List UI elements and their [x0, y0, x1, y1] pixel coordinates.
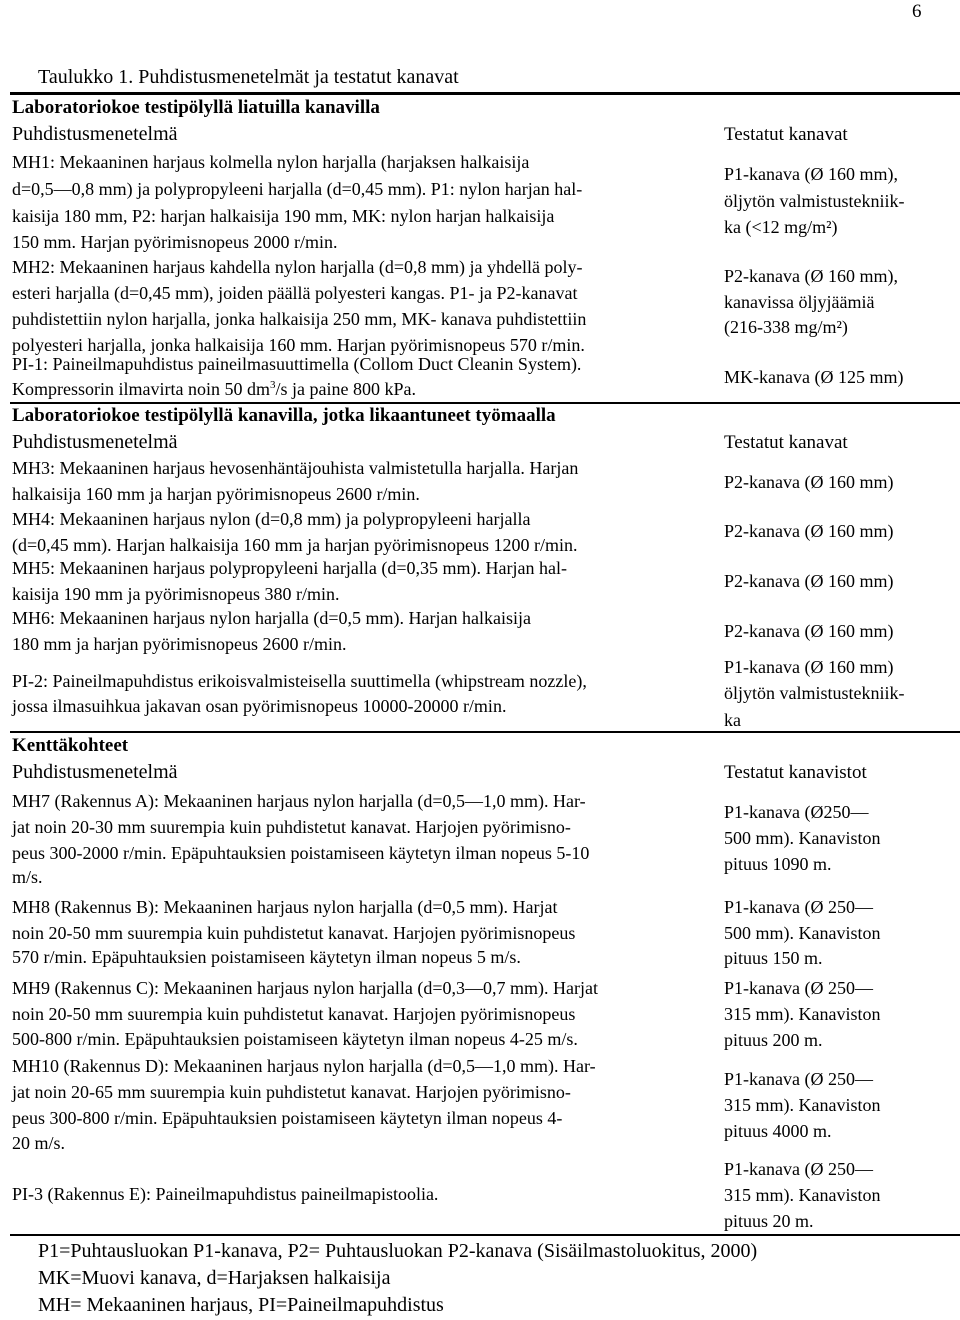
method-line: PI-1: Paineilmapuhdistus paineilmasuuttimella (Collom Duct Cleanin System).	[12, 354, 582, 374]
duct-line: P2-kanava (Ø 160 mm)	[724, 571, 894, 591]
method-line: esteri harjalla (d=0,45 mm), joiden päällä polyesteri kangas. P1- ja P2-kanavat	[12, 283, 578, 303]
section-heading: Laboratoriokoe testipölyllä liatuilla kanavilla	[12, 97, 380, 118]
duct-line: pituus 20 m.	[724, 1211, 814, 1231]
section-divider	[10, 402, 960, 404]
column-header-ducts: Testatut kanavistot	[724, 762, 867, 783]
duct-line: pituus 150 m.	[724, 948, 823, 968]
duct-line: pituus 1090 m.	[724, 854, 832, 874]
duct-line: P1-kanava (Ø 250—	[724, 1159, 873, 1179]
method-line: peus 300-800 r/min. Epäpuhtauksien poistamiseen käytetyn ilman nopeus 4-	[12, 1108, 563, 1128]
method-pi3: PI-3 (Rakennus E): Paineilmapuhdistus paineilmapistoolia.	[12, 1184, 439, 1204]
column-header-methods: Puhdistusmenetelmä	[12, 431, 178, 453]
duct-line: P1-kanava (Ø 250—	[724, 897, 873, 917]
duct-line: kanavissa öljyjäämiä	[724, 292, 875, 312]
method-line: MH4: Mekaaninen harjaus nylon (d=0,8 mm) ja polypropyleeni harjalla	[12, 509, 531, 529]
method-line: noin 20-50 mm suurempia kuin puhdistetut kanavat. Harjojen pyörimisnopeus	[12, 1004, 576, 1024]
duct-line: 315 mm). Kanaviston	[724, 1185, 881, 1205]
table-caption: Taulukko 1. Puhdistusmenetelmät ja testatut kanavat	[38, 66, 459, 88]
method-line: MH8 (Rakennus B): Mekaaninen harjaus nylon harjalla (d=0,5 mm). Harjat	[12, 897, 558, 917]
method-line: 570 r/min. Epäpuhtauksien poistamiseen käytetyn ilman nopeus 5 m/s.	[12, 947, 521, 967]
duct-line: P2-kanava (Ø 160 mm)	[724, 621, 894, 641]
method-line: MH2: Mekaaninen harjaus kahdella nylon harjalla (d=0,8 mm) ja yhdellä poly-	[12, 257, 583, 277]
duct-line: P2-kanava (Ø 160 mm)	[724, 472, 894, 492]
duct-line: ka (<12 mg/m²)	[724, 217, 838, 237]
duct-line: P1-kanava (Ø 160 mm)	[724, 657, 894, 677]
duct-line: 315 mm). Kanaviston	[724, 1004, 881, 1024]
footnote: P1=Puhtausluokan P1-kanava, P2= Puhtausluokan P2-kanava (Sisäilmastoluokitus, 2000)	[38, 1240, 758, 1262]
duct-line: 500 mm). Kanaviston	[724, 828, 881, 848]
column-header-methods: Puhdistusmenetelmä	[12, 761, 178, 783]
duct-mk: MK-kanava (Ø 125 mm)	[724, 367, 904, 387]
method-line: MH10 (Rakennus D): Mekaaninen harjaus nylon harjalla (d=0,5—1,0 mm). Har-	[12, 1056, 596, 1076]
method-line: 180 mm ja harjan pyörimisnopeus 2600 r/min.	[12, 634, 347, 654]
method-line: Kompressorin ilmavirta noin 50 $dm^3/s$ ja paine 800 kPa.	[12, 379, 416, 399]
method-line: jossa ilmasuihkua jakavan osan pyörimisnopeus 10000-20000 r/min.	[12, 696, 507, 716]
method-line: 500-800 r/min. Epäpuhtauksien poistamiseen käytetyn ilman nopeus 4-25 m/s.	[12, 1029, 578, 1049]
method-line: MH3: Mekaaninen harjaus hevosenhäntäjouhista valmistetulla harjalla. Harjan	[12, 458, 579, 478]
footnote: MK=Muovi kanava, d=Harjaksen halkaisija	[38, 1267, 391, 1289]
duct-line: (216-338 mg/m²)	[724, 317, 848, 337]
method-line: noin 20-50 mm suurempia kuin puhdistetut kanavat. Harjojen pyörimisnopeus	[12, 923, 576, 943]
method-line: PI-2: Paineilmapuhdistus erikoisvalmisteisella suuttimella (whipstream nozzle),	[12, 671, 587, 691]
method-line: MH6: Mekaaninen harjaus nylon harjalla (d=0,5 mm). Harjan halkaisija	[12, 608, 532, 628]
method-line: jat noin 20-30 mm suurempia kuin puhdistetut kanavat. Harjojen pyörimisno-	[12, 817, 571, 837]
duct-line: P1-kanava (Ø 160 mm),	[724, 164, 898, 184]
method-line: MH9 (Rakennus C): Mekaaninen harjaus nylon harjalla (d=0,3—0,7 mm). Harjat	[12, 978, 599, 998]
method-line: m/s.	[12, 867, 43, 887]
duct-line: ka	[724, 710, 741, 730]
duct-line: 315 mm). Kanaviston	[724, 1095, 881, 1115]
table-top-rule	[10, 92, 960, 95]
duct-line: P2-kanava (Ø 160 mm)	[724, 521, 894, 541]
duct-line: pituus 4000 m.	[724, 1121, 832, 1141]
method-line: kaisija 190 mm ja pyörimisnopeus 380 r/min.	[12, 584, 340, 604]
column-header-ducts: Testatut kanavat	[724, 432, 848, 453]
method-line: 20 m/s.	[12, 1133, 66, 1153]
section-heading: Kenttäkohteet	[12, 735, 129, 756]
superscript: 3	[269, 379, 276, 391]
page-number: 6	[912, 1, 922, 22]
method-line: jat noin 20-65 mm suurempia kuin puhdistetut kanavat. Harjojen pyörimisno-	[12, 1082, 571, 1102]
method-line: MH1: Mekaaninen harjaus kolmella nylon harjalla (harjaksen halkaisija	[12, 152, 530, 172]
method-line: d=0,5—0,8 mm) ja polypropyleeni harjalla (d=0,45 mm). P1: nylon harjan hal-	[12, 179, 583, 199]
column-header-methods: Puhdistusmenetelmä	[12, 123, 178, 145]
method-line: MH7 (Rakennus A): Mekaaninen harjaus nylon harjalla (d=0,5—1,0 mm). Har-	[12, 791, 586, 811]
method-line: MH5: Mekaaninen harjaus polypropyleeni harjalla (d=0,35 mm). Harjan hal-	[12, 558, 567, 578]
footnote: MH= Mekaaninen harjaus, PI=Paineilmapuhdistus	[38, 1294, 444, 1316]
duct-line: öljytön valmistustekniik-	[724, 191, 905, 211]
duct-line: öljytön valmistustekniik-	[724, 683, 905, 703]
section-divider	[10, 731, 960, 733]
method-line: 150 mm. Harjan pyörimisnopeus 2000 r/min.	[12, 232, 338, 252]
duct-line: P1-kanava (Ø250—	[724, 802, 869, 822]
duct-line: P2-kanava (Ø 160 mm),	[724, 266, 898, 286]
table-bottom-rule	[10, 1234, 960, 1236]
method-line: (d=0,45 mm). Harjan halkaisija 160 mm ja harjan pyörimisnopeus 1200 r/min.	[12, 535, 578, 555]
column-header-ducts: Testatut kanavat	[724, 124, 848, 145]
method-line: peus 300-2000 r/min. Epäpuhtauksien poistamiseen käytetyn ilman nopeus 5-10	[12, 843, 590, 863]
duct-line: 500 mm). Kanaviston	[724, 923, 881, 943]
method-line: puhdistettiin nylon harjalla, jonka halkaisija 250 mm, MK- kanava puhdistettiin	[12, 309, 587, 329]
method-line: kaisija 180 mm, P2: harjan halkaisija 190 mm, MK: nylon harjan halkaisija	[12, 206, 555, 226]
section-heading: Laboratoriokoe testipölyllä kanavilla, jotka likaantuneet työmaalla	[12, 405, 556, 426]
duct-line: P1-kanava (Ø 250—	[724, 1069, 873, 1089]
method-line: polyesteri harjalla, jonka halkaisija 160 mm. Harjan pyörimisnopeus 570 r/min.	[12, 335, 585, 355]
duct-line: pituus 200 m.	[724, 1030, 823, 1050]
duct-line: P1-kanava (Ø 250—	[724, 978, 873, 998]
method-line: halkaisija 160 mm ja harjan pyörimisnopeus 2600 r/min.	[12, 484, 420, 504]
